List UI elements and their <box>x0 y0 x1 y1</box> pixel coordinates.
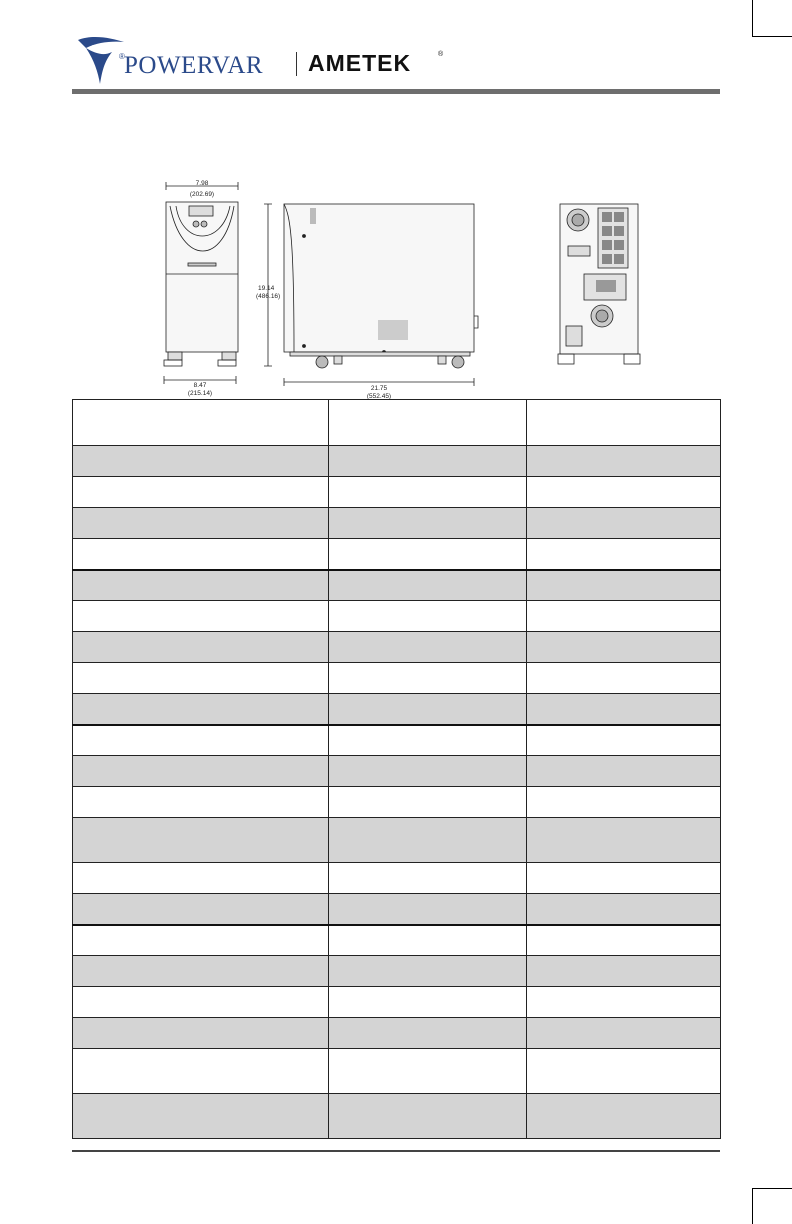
table-row <box>73 1094 721 1139</box>
table-cell <box>527 987 721 1018</box>
brand-divider <box>296 52 297 76</box>
table-cell <box>329 818 527 863</box>
table-cell <box>73 894 329 925</box>
table-cell <box>527 756 721 787</box>
rear-view <box>558 204 640 364</box>
table-cell <box>329 894 527 925</box>
table-row <box>73 477 721 508</box>
table-cell <box>527 787 721 818</box>
table-cell <box>329 987 527 1018</box>
table-cell <box>527 894 721 925</box>
table-cell <box>329 601 527 632</box>
table-cell <box>527 1094 721 1139</box>
table-row <box>73 694 721 725</box>
table-cell <box>527 1018 721 1049</box>
table-cell <box>329 725 527 756</box>
table-cell <box>329 756 527 787</box>
dim-height-in: 19.14 <box>258 285 275 292</box>
table-row <box>73 1049 721 1094</box>
table-cell <box>527 1049 721 1094</box>
page-header <box>72 32 720 96</box>
header-rule <box>72 89 720 94</box>
table-cell <box>73 1094 329 1139</box>
table-row <box>73 663 721 694</box>
table-cell <box>527 400 721 446</box>
table-row <box>73 570 721 601</box>
table-cell <box>329 570 527 601</box>
table-cell <box>329 1018 527 1049</box>
table-cell <box>73 477 329 508</box>
table-cell <box>527 818 721 863</box>
table-cell <box>329 694 527 725</box>
registered-mark: ® <box>438 51 444 58</box>
table-cell <box>73 694 329 725</box>
table-row <box>73 787 721 818</box>
table-cell <box>73 987 329 1018</box>
table-cell <box>329 508 527 539</box>
table-cell <box>329 539 527 570</box>
table-cell <box>73 663 329 694</box>
table-cell <box>527 694 721 725</box>
dim-depth-in: 21.75 <box>370 385 388 392</box>
dim-height-mm: (486.16) <box>256 293 281 300</box>
table-cell <box>329 863 527 894</box>
table-cell <box>73 787 329 818</box>
table-row <box>73 400 721 446</box>
dimension-drawing <box>72 176 720 400</box>
registered-mark: ® <box>119 52 125 61</box>
table-row <box>73 818 721 863</box>
table-row <box>73 601 721 632</box>
table-cell <box>329 477 527 508</box>
crop-mark <box>752 0 753 36</box>
table-cell <box>329 787 527 818</box>
table-row <box>73 632 721 663</box>
table-cell <box>527 601 721 632</box>
table-row <box>73 756 721 787</box>
table-row <box>73 1018 721 1049</box>
table-cell <box>527 925 721 956</box>
table-cell <box>73 818 329 863</box>
table-cell <box>329 1094 527 1139</box>
table-cell <box>329 925 527 956</box>
table-row <box>73 956 721 987</box>
crop-mark <box>752 36 792 37</box>
table-cell <box>329 956 527 987</box>
table-cell <box>329 632 527 663</box>
side-view <box>264 204 478 386</box>
table-cell <box>527 508 721 539</box>
ametek-wordmark: AMETEK <box>308 50 412 76</box>
table-row <box>73 925 721 956</box>
table-cell <box>73 400 329 446</box>
table-cell <box>73 863 329 894</box>
table-row <box>73 725 721 756</box>
table-cell <box>527 477 721 508</box>
table-cell <box>527 956 721 987</box>
table-cell <box>73 925 329 956</box>
crop-mark <box>752 1188 753 1224</box>
dim-front-top-in: 7.98 <box>195 180 209 187</box>
front-view <box>164 182 238 384</box>
table-cell <box>329 1049 527 1094</box>
table-row <box>73 863 721 894</box>
table-cell <box>527 446 721 477</box>
table-cell <box>73 956 329 987</box>
dim-front-base-mm: (215.14) <box>187 390 213 397</box>
dim-front-base-in: 8.47 <box>193 382 207 389</box>
table-cell <box>73 539 329 570</box>
table-cell <box>527 632 721 663</box>
table-row <box>73 539 721 570</box>
table-row <box>73 987 721 1018</box>
table-cell <box>73 508 329 539</box>
table-cell <box>73 446 329 477</box>
table-row <box>73 446 721 477</box>
table-row <box>73 894 721 925</box>
table-cell <box>73 1018 329 1049</box>
table-cell <box>527 863 721 894</box>
table-cell <box>527 663 721 694</box>
table-cell <box>329 446 527 477</box>
table-cell <box>73 756 329 787</box>
crop-mark <box>752 1188 792 1189</box>
dim-depth-mm: (552.45) <box>366 393 392 400</box>
footer-rule <box>72 1150 720 1152</box>
ups-dimension-illustration <box>72 176 720 400</box>
table-cell <box>73 1049 329 1094</box>
table-cell <box>73 570 329 601</box>
table-cell <box>527 570 721 601</box>
table-cell <box>527 725 721 756</box>
table-cell <box>73 601 329 632</box>
table-cell <box>73 632 329 663</box>
powervar-logo <box>72 32 302 88</box>
dim-front-top-mm: (202.69) <box>189 191 215 198</box>
table-cell <box>329 663 527 694</box>
table-row <box>73 508 721 539</box>
table-cell <box>329 400 527 446</box>
spec-table <box>72 399 721 1139</box>
table-cell <box>73 725 329 756</box>
powervar-wordmark: POWERVAR <box>124 52 264 79</box>
table-cell <box>527 539 721 570</box>
